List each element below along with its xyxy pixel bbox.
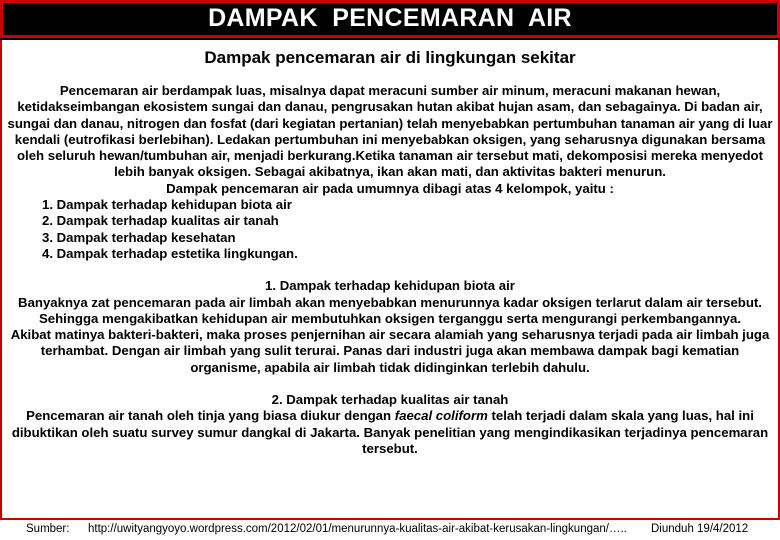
download-date: Diunduh 19/4/2012 (651, 523, 749, 535)
section1-heading: 1. Dampak terhadap kehidupan biota air (265, 278, 515, 294)
section2-italic-term: faecal coliform (394, 408, 488, 424)
footer (0, 518, 780, 540)
spacer (6, 376, 774, 392)
list-item: 1. Dampak terhadap kehidupan biota air (42, 197, 292, 213)
list-item: 4. Dampak terhadap estetika lingkungan. (42, 245, 298, 261)
source-link[interactable]: http://uwityangyoyo.wordpress.com/2012/02/01/menurunnya-kualitas-air-akibat-kerusakan-lingkungan/….. (88, 523, 627, 535)
intro-paragraph: Pencemaran air berdampak luas, misalnya dapat meracuni sumber air minum, meracuni makanan hewan, ketidakseimbangan ekosistem sungai dan danau, pengrusakan hutan akibat hujan asam, dan sebagainya. Di badan air, sungai dan danau, nitrogen dan fosfat (dari kegiatan pertanian) telah menyebabkan pertumbuhan tanaman air yang di luar kendali (eutrofikasi berlebihan). Ledakan pertumbuhan ini menyebabkan oksigen, yang seharusnya digunakan bersama oleh seluruh hewan/tumbuhan air, menjadi berkurang.Ketika tanaman air tersebut mati, dekomposisi mereka menyedot lebih banyak oksigen. Sebagai akibatnya, ikan akan mati, dan aktivitas bakteri menurun. (7, 83, 773, 180)
section2-heading: 2. Dampak terhadap kualitas air tanah (271, 392, 509, 408)
section2-text-end: telah terjadi dalam skala yang luas, hal ini dibuktikan oleh suatu survey sumur dangkal di Jakarta. Banyak penelitian yang mengindikasikan terjadinya pencemaran tersebut. (11, 408, 769, 456)
groups-intro: Dampak pencemaran air pada umumnya dibagi atas 4 kelompok, yaitu : (166, 180, 614, 196)
groups-list (6, 197, 774, 262)
document-body (6, 83, 774, 457)
section1-paragraph-2: Akibat matinya bakteri-bakteri, maka proses penjernihan air secara alamiah yang seharusnya terjadi pada air limbah juga terhambat. Dengan air limbah yang sulit terurai. Panas dari industri juga akan membawa dampak bagi kematian organisme, apabila air limbah tidak didinginkan terlebih dahulu. (10, 327, 770, 375)
spacer (6, 262, 774, 278)
list-item: 3. Dampak terhadap kesehatan (42, 229, 236, 245)
page-title: DAMPAK PENCEMARAN AIR (208, 4, 572, 32)
title-bar (0, 0, 780, 40)
list-item: 2. Dampak terhadap kualitas air tanah (42, 213, 279, 229)
section1-paragraph-1: Banyaknya zat pencemaran pada air limbah akan menyebabkan menurunnya kadar oksigen terlarut dalam air tersebut. Sehingga mengakibatkan kehidupan air membutuhkan oksigen terganggu serta mengurangi perkembangannya. (18, 294, 762, 326)
source-label: Sumber: (26, 523, 70, 535)
section2-paragraph (6, 408, 774, 457)
subtitle: Dampak pencemaran air di lingkungan sekitar (204, 48, 576, 67)
section2-text-start: Pencemaran air tanah oleh tinja yang biasa diukur dengan (26, 408, 395, 424)
